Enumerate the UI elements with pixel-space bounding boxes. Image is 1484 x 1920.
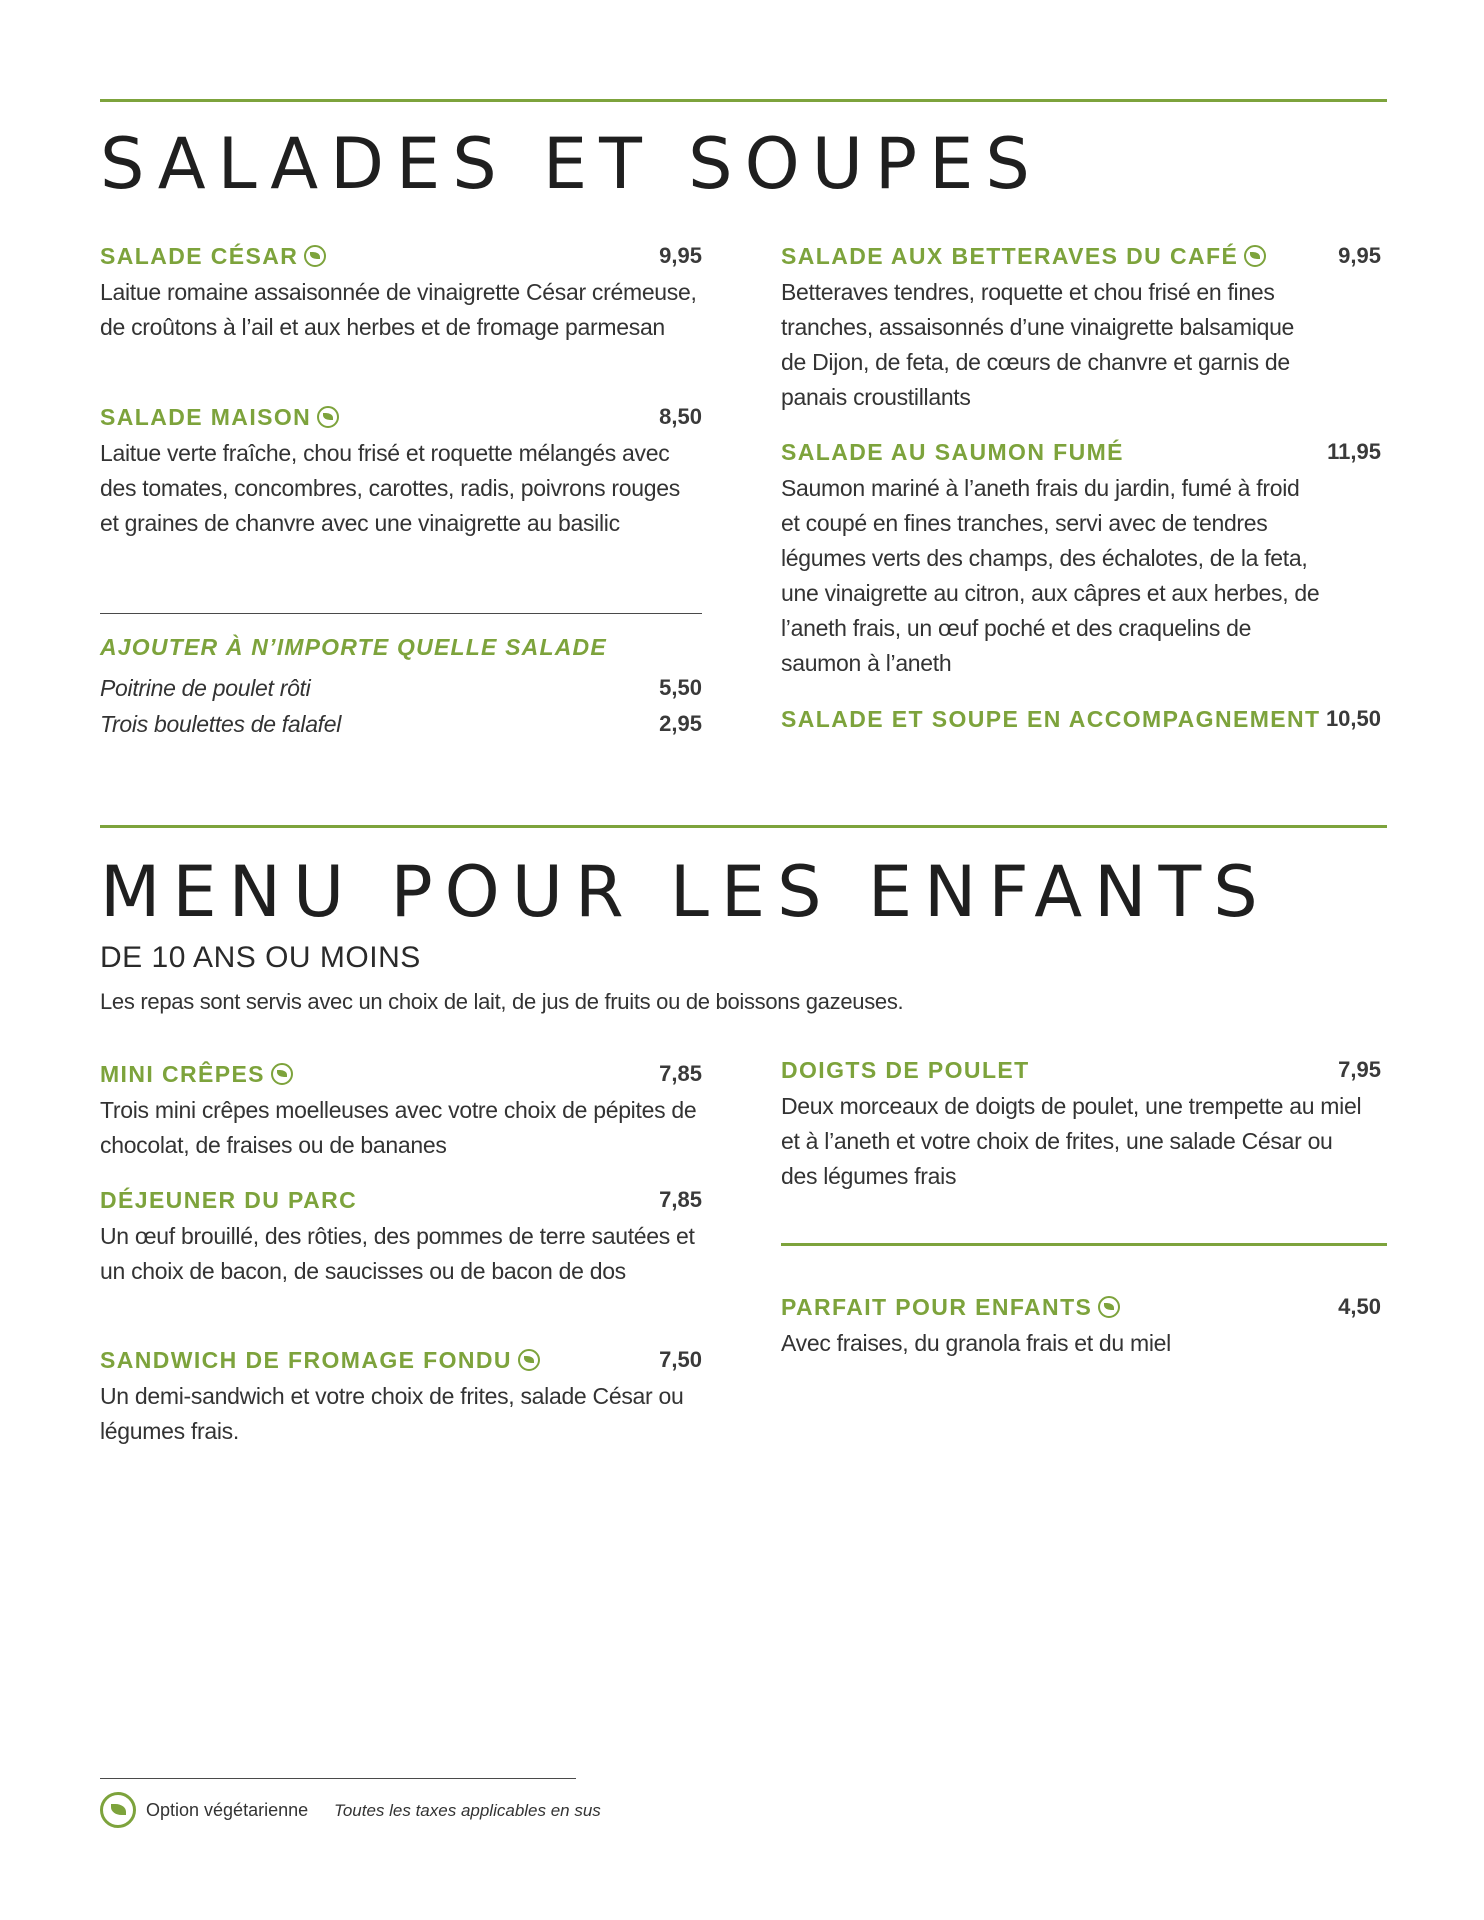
menu-item [781,1055,1381,1194]
section-rule-top [100,99,1387,102]
menu-item [100,1345,702,1449]
menu-item [781,437,1381,681]
addons-divider [100,613,702,614]
item-price: 7,85 [659,1061,702,1086]
kids-right-column-lower [781,1292,1381,1392]
item-price: 7,50 [659,1347,702,1372]
menu-item [781,1292,1381,1361]
item-description: Un demi-sandwich et votre choix de frites, salade César ou légumes frais. [100,1383,684,1444]
addon-price: 5,50 [659,675,702,700]
kids-right-divider [781,1243,1387,1246]
legend-tax-note: Toutes les taxes applicables en sus [334,1801,601,1820]
menu-item [781,704,1381,734]
vegetarian-leaf-icon [1098,1296,1120,1318]
menu-item [781,241,1381,415]
item-price: 9,95 [659,243,702,268]
section-rule-top [100,825,1387,828]
item-price: 8,50 [659,404,702,429]
menu-item [100,241,702,345]
item-description: Laitue romaine assaisonnée de vinaigrette César crémeuse, de croûtons à l’ail et aux herbes et de fromage parmesan [100,279,697,340]
vegetarian-leaf-icon [304,245,326,267]
item-name: SALADE AU SAUMON FUMÉ [781,439,1124,465]
item-description: Deux morceaux de doigts de poulet, une trempette au miel et à l’aneth et votre choix de frites, une salade César ou des légumes frais [781,1093,1362,1189]
salads-left-column [100,241,702,741]
item-name: PARFAIT POUR ENFANTS [781,1294,1093,1320]
legend-divider [100,1778,576,1779]
item-description: Laitue verte fraîche, chou frisé et roquette mélangés avec des tomates, concombres, carottes, radis, poivrons rouges et graines de chanvre avec une vinaigrette au basilic [100,440,680,536]
addon-row [100,706,702,742]
addon-price: 2,95 [659,711,702,736]
vegetarian-leaf-icon [518,1349,540,1371]
vegetarian-leaf-icon [1244,245,1266,267]
item-name: DÉJEUNER DU PARC [100,1187,358,1213]
item-price: 4,50 [1338,1294,1381,1319]
item-name: SALADE MAISON [100,404,312,430]
item-description: Avec fraises, du granola frais et du miel [781,1330,1171,1356]
kids-left-column [100,1059,702,1459]
section-title-kids: MENU POUR LES ENFANTS [100,851,1270,933]
item-description: Betteraves tendres, roquette et chou frisé en fines tranches, assaisonnés d’une vinaigrette balsamique de Dijon, de feta, de cœurs de chanvre et garnis de panais croustillants [781,279,1295,410]
menu-item [100,1185,702,1289]
kids-subtitle: DE 10 ANS OU MOINS [100,941,421,974]
item-name: SALADE AUX BETTERAVES DU CAFÉ [781,243,1239,269]
vegetarian-leaf-icon [271,1063,293,1085]
item-name: MINI CRÊPES [100,1061,265,1087]
item-name: SALADE CÉSAR [100,243,299,269]
section-title-salads: SALADES ET SOUPES [100,123,1042,205]
addon-row [100,670,702,706]
legend-vegetarian-label: Option végétarienne [146,1800,309,1820]
kids-drinks-note: Les repas sont servis avec un choix de lait, de jus de fruits ou de boissons gazeuses. [100,989,904,1014]
item-description: Saumon mariné à l’aneth frais du jardin, fumé à froid et coupé en fines tranches, servi avec de tendres légumes verts des champs, des échalotes, de la feta, une vinaigrette au citron, aux câpres et aux herbes, de l’aneth frais, un œuf poché et des craquelins de saumon à l’aneth [781,475,1320,676]
vegetarian-leaf-icon [100,1792,136,1828]
addon-label: Trois boulettes de falafel [100,711,342,737]
item-name: SANDWICH DE FROMAGE FONDU [100,1347,512,1373]
item-name: SALADE ET SOUPE EN ACCOMPAGNEMENT [781,706,1321,732]
addon-label: Poitrine de poulet rôti [100,675,311,701]
item-description: Trois mini crêpes moelleuses avec votre choix de pépites de chocolat, de fraises ou de bananes [100,1097,697,1158]
vegetarian-leaf-icon [317,406,339,428]
menu-item [100,402,702,541]
item-price: 10,50 [1325,706,1381,731]
addons-title: AJOUTER À N’IMPORTE QUELLE SALADE [100,634,607,660]
item-price: 9,95 [1338,243,1381,268]
menu-item [100,1059,702,1163]
item-price: 7,85 [659,1187,702,1212]
item-price: 11,95 [1327,439,1381,464]
item-price: 7,95 [1338,1057,1381,1082]
item-name: DOIGTS DE POULET [781,1057,1030,1083]
salads-right-column [781,241,1381,741]
item-description: Un œuf brouillé, des rôties, des pommes de terre sautées et un choix de bacon, de saucisses ou de bacon de dos [100,1223,695,1284]
